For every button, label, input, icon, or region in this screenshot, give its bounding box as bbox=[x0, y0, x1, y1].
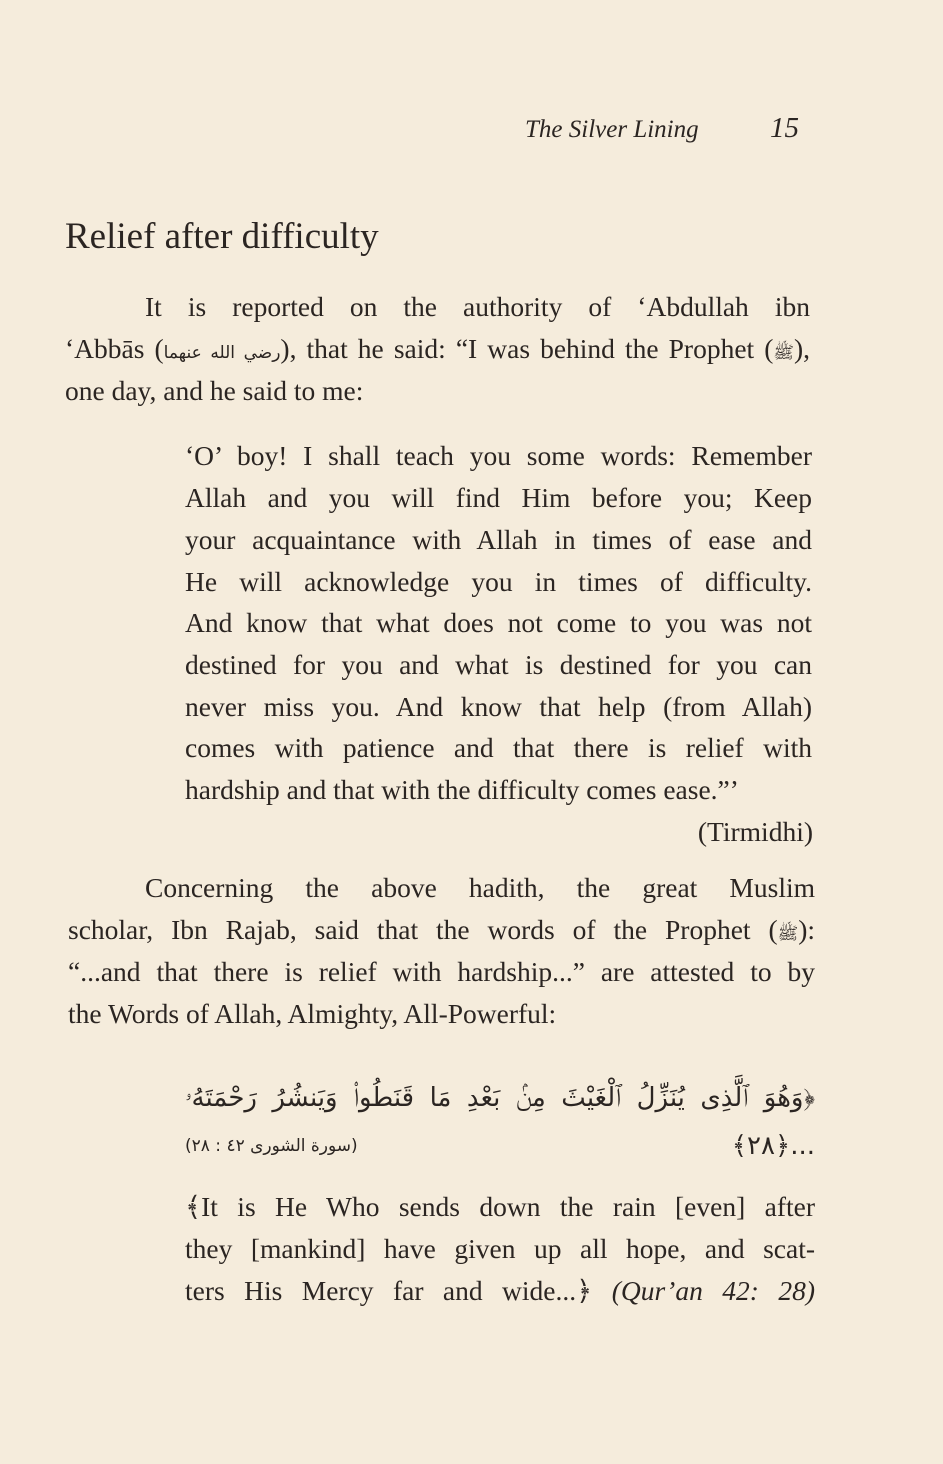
text-line: ‘Abbās (رضي الله عنهما), that he said: “I was behind the Prophet (ﷺ), bbox=[65, 333, 810, 364]
honorific: ﷺ bbox=[777, 924, 799, 944]
quran-citation: (Qur’an 42: 28) bbox=[611, 1275, 816, 1306]
quote-line: He will acknowledge you in times of difficulty. bbox=[185, 566, 812, 597]
quote-line: never miss you. And know that help (from Allah) bbox=[185, 691, 812, 722]
honorific: رضي الله عنهما bbox=[163, 343, 281, 363]
text-line: one day, and he said to me: bbox=[65, 375, 364, 406]
quote-line: your acquaintance with Allah in times of ease and bbox=[185, 524, 812, 555]
quote-line: destined for you and what is destined for you can bbox=[185, 649, 812, 680]
translation-line bbox=[185, 1271, 815, 1311]
quote-line: comes with patience and that there is relief with bbox=[185, 732, 812, 763]
quote-line: hardship and that with the difficulty comes ease.”’ bbox=[185, 774, 739, 805]
arabic-verse-end: ...﴿٢٨﴾ bbox=[731, 1131, 815, 1161]
surah-reference: (سورة الشورى ٤٢ : ٢٨) bbox=[185, 1136, 358, 1156]
text-line: “...and that there is relief with hardship...” are attested to by bbox=[68, 956, 815, 987]
honorific: ﷺ bbox=[773, 343, 794, 363]
translation-line: they [mankind] have given up all hope, and scat- bbox=[185, 1233, 815, 1264]
section-heading: Relief after difficulty bbox=[65, 216, 379, 257]
quote-line: ‘O’ boy! I shall teach you some words: Remember bbox=[185, 440, 812, 471]
running-title: The Silver Lining bbox=[525, 116, 699, 143]
text-line: scholar, Ibn Rajab, said that the words of the Prophet (ﷺ): bbox=[68, 914, 815, 945]
translation-line: ﴾It is He Who sends down the rain [even] after bbox=[185, 1191, 815, 1222]
text-line: Concerning the above hadith, the great Muslim bbox=[145, 872, 815, 903]
arabic-verse-line: ﴿وَهُوَ ٱلَّذِى يُنَزِّلُ ٱلْغَيْثَ مِنۢ بَعْدِ مَا قَنَطُوا۟ وَيَنشُرُ رَحْمَتَهُۥ bbox=[185, 1083, 815, 1113]
text-line: It is reported on the authority of ‘Abdullah ibn bbox=[145, 291, 810, 322]
translation-text: ters His Mercy far and wide...﴿ bbox=[185, 1275, 593, 1306]
quote-source: (Tirmidhi) bbox=[697, 816, 813, 847]
quote-line: And know that what does not come to you was not bbox=[185, 607, 812, 638]
text-line: the Words of Allah, Almighty, All-Powerful: bbox=[68, 998, 557, 1029]
page-number: 15 bbox=[770, 112, 799, 144]
quote-line: Allah and you will find Him before you; Keep bbox=[185, 482, 812, 513]
